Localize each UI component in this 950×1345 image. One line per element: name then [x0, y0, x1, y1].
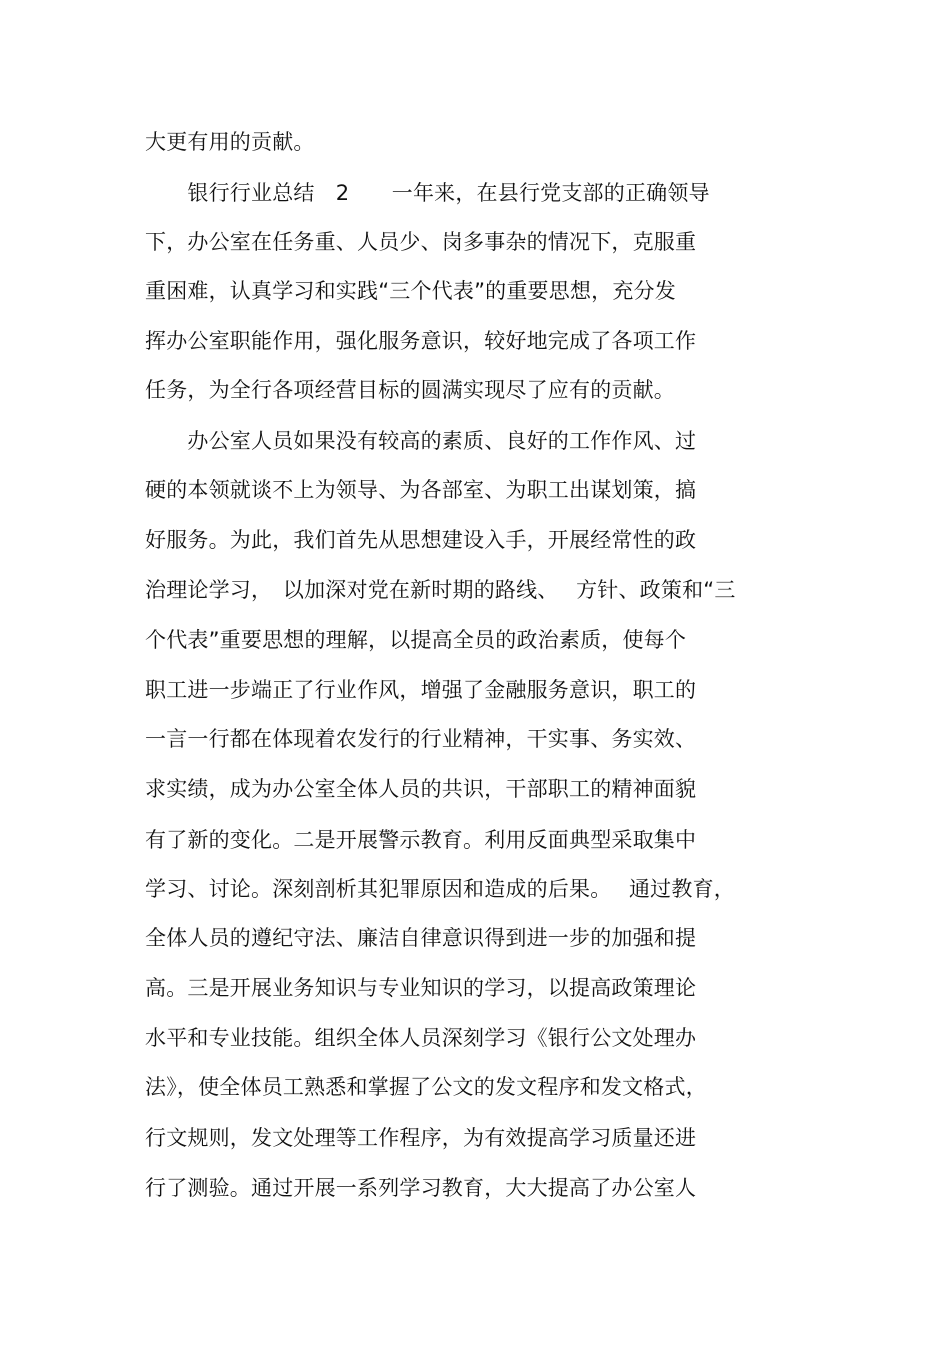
- text-line: 职工进一步端正了行业作风，增强了金融服务意识，职工的: [145, 678, 697, 702]
- text-line: 行文规则，发文处理等工作程序，为有效提高学习质量还进: [145, 1126, 697, 1150]
- text-line: 求实绩，成为办公室全体人员的共识，干部职工的精神面貌: [145, 777, 697, 801]
- text-line: 大更有用的贡献。: [145, 130, 315, 154]
- text-line: 有了新的变化。二是开展警示教育。利用反面典型采取集中: [145, 828, 697, 852]
- text-line: 一言一行都在体现着农发行的行业精神，干实事、务实效、: [145, 727, 697, 751]
- text-line: 下，办公室在任务重、人员少、岗多事杂的情况下，克服重: [145, 230, 697, 254]
- text-line: 高。三是开展业务知识与专业知识的学习，以提高政策理论: [145, 976, 697, 1000]
- text-line: 行了测验。通过开展一系列学习教育，大大提高了办公室人: [145, 1176, 697, 1200]
- text-line: 挥办公室职能作用，强化服务意识，较好地完成了各项工作: [145, 329, 697, 353]
- text-line: 银行行业总结 2 一年来，在县行党支部的正确领导: [145, 181, 710, 205]
- text-line: 全体人员的遵纪守法、廉洁自律意识得到进一步的加强和提: [145, 926, 697, 950]
- text-line: 好服务。为此，我们首先从思想建设入手，开展经常性的政: [145, 528, 697, 552]
- text-line: 学习、讨论。深刻剖析其犯罪原因和造成的后果。 通过教育，: [145, 877, 735, 901]
- text-line: 个代表”重要思想的理解，以提高全员的政治素质，使每个: [145, 628, 687, 652]
- text-line: 法》，使全体员工熟悉和掌握了公文的发文程序和发文格式，: [145, 1075, 707, 1099]
- text-line: 重困难，认真学习和实践“三个代表”的重要思想，充分发: [145, 279, 676, 303]
- text-line: 硬的本领就谈不上为领导、为各部室、为职工出谋划策，搞: [145, 478, 697, 502]
- text-line: 水平和专业技能。组织全体人员深刻学习《银行公文处理办: [145, 1026, 697, 1050]
- text-line: 任务，为全行各项经营目标的圆满实现尽了应有的贡献。: [145, 378, 675, 402]
- text-line: 治理论学习， 以加深对党在新时期的路线、 方针、政策和“三: [145, 578, 736, 602]
- text-line: 办公室人员如果没有较高的素质、良好的工作作风、过: [145, 429, 697, 453]
